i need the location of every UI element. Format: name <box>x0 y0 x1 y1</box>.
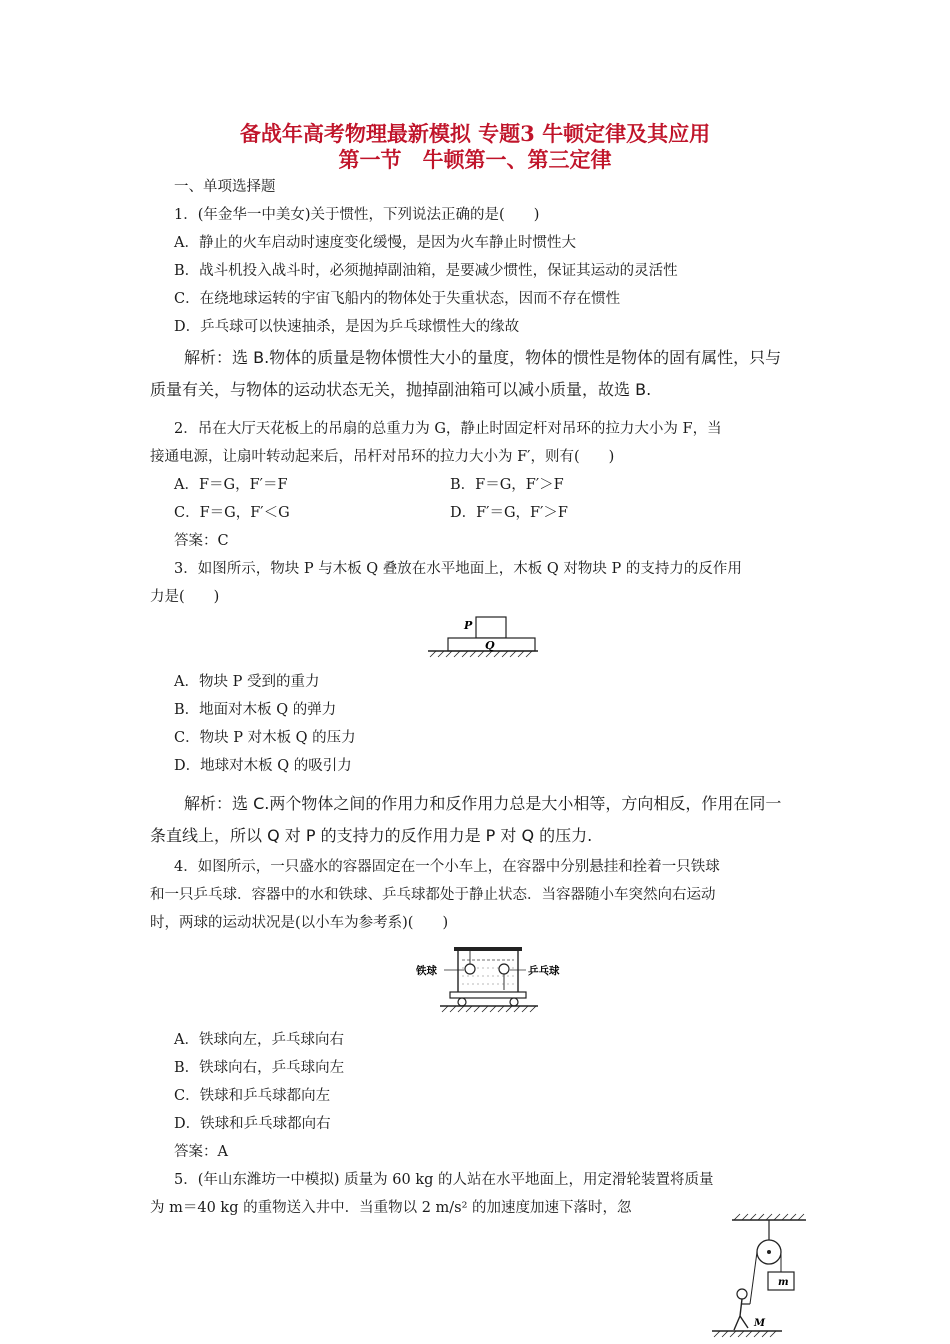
q1-option-b: B．战斗机投入战斗时，必须抛掉副油箱，是要减少惯性，保证其运动的灵活性 <box>174 263 678 279</box>
q5-figure <box>702 1212 812 1340</box>
q1-option-a: A．静止的火车启动时速度变化缓慢，是因为火车静止时惯性大 <box>174 235 576 251</box>
q2-stem-line2: 接通电源，让扇叶转动起来后，吊杆对吊环的拉力大小为 F′，则有( ) <box>150 449 615 465</box>
q4-option-a: A．铁球向左，乒乓球向右 <box>174 1032 344 1048</box>
page-subtitle: 第一节 牛顿第一、第三定律 <box>338 147 612 172</box>
q4-stem-line2: 和一只乒乓球．容器中的水和铁球、乒乓球都处于静止状态．当容器随小车突然向右运动 <box>150 887 716 903</box>
cart-body <box>450 992 526 998</box>
q1-analysis <box>150 342 825 406</box>
q5-stem-line2: 为 m＝40 kg 的重物送入井中．当重物以 2 m/s² 的加速度加速下落时，忽 <box>150 1200 632 1216</box>
q2-stem-line1: 2．吊在大厅天花板上的吊扇的总重力为 G，静止时固定杆对吊环的拉力大小为 F，当 <box>174 421 722 437</box>
q1-analysis-line1: 解析：选 B.物体的质量是物体惯性大小的量度，物体的惯性是物体的固有属性，只与 <box>184 348 782 367</box>
ground-hatching <box>714 1331 776 1337</box>
q4-stem-line1: 4．如图所示，一只盛水的容器固定在一个小车上，在容器中分别悬挂和拴着一只铁球 <box>174 859 720 875</box>
q4-stem-line3: 时，两球的运动状况是(以小车为参考系)( ) <box>150 915 449 931</box>
label-m: m <box>778 1277 789 1288</box>
label-iron-ball: 铁球 <box>416 965 437 977</box>
ping-pong-ball <box>499 964 509 974</box>
q1-option-c: C．在绕地球运转的宇宙飞船内的物体处于失重状态，因而不存在惯性 <box>174 291 621 307</box>
ground-hatching <box>430 651 532 657</box>
person-body <box>740 1299 742 1316</box>
q2-answer: 答案：C <box>174 533 229 549</box>
pulley-axle <box>767 1250 771 1254</box>
q3-analysis-line1: 解析：选 C.两个物体之间的作用力和反作用力总是大小相等，方向相反，作用在同一 <box>184 794 782 813</box>
page-title: 备战年高考物理最新模拟 专题3 牛顿定律及其应用 <box>239 121 711 146</box>
label-q: Q <box>485 639 495 652</box>
q4-option-c: C．铁球和乒乓球都向左 <box>174 1088 331 1104</box>
q3-option-c: C．物块 P 对木板 Q 的压力 <box>174 730 356 746</box>
q1-option-d: D．乒乓球可以快速抽杀，是因为乒乓球惯性大的缘故 <box>174 319 520 335</box>
ground-hatching <box>442 1006 536 1012</box>
ceiling-hatching <box>734 1214 804 1220</box>
q2-option-c: C．F＝G，F′＜G <box>174 505 290 521</box>
q2-option-b: B．F＝G，F′＞F <box>450 477 564 493</box>
q4-option-d: D．铁球和乒乓球都向右 <box>174 1116 331 1132</box>
q4-option-b: B．铁球向右，乒乓球向左 <box>174 1060 345 1076</box>
label-ping-pong-ball: 乒乓球 <box>528 965 560 977</box>
q2-option-a: A．F＝G，F′＝F <box>174 477 288 493</box>
container-lid <box>454 947 522 951</box>
cart-wheel-left <box>458 998 466 1006</box>
label-M: M <box>754 1318 766 1329</box>
q3-option-d: D．地球对木板 Q 的吸引力 <box>174 758 352 774</box>
person-leg-right <box>740 1316 748 1328</box>
q4-figure <box>414 944 574 1020</box>
person-head <box>737 1289 747 1299</box>
q3-option-b: B．地面对木板 Q 的弹力 <box>174 702 337 718</box>
person-leg-left <box>734 1316 740 1330</box>
label-p: P <box>464 619 473 632</box>
q3-stem-line1: 3．如图所示，物块 P 与木板 Q 叠放在水平地面上，木板 Q 对物块 P 的支持力的反作用 <box>174 561 742 577</box>
q4-answer: 答案：A <box>174 1144 228 1160</box>
q3-figure <box>428 612 538 662</box>
q1-stem: 1．(年金华一中美女)关于惯性，下列说法正确的是( ) <box>174 207 540 223</box>
q3-option-a: A．物块 P 受到的重力 <box>174 674 320 690</box>
q3-analysis <box>150 788 825 852</box>
q5-stem-line1: 5．(年山东潍坊一中模拟) 质量为 60 kg 的人站在水平地面上，用定滑轮装置将质量 <box>174 1172 714 1188</box>
iron-ball <box>465 964 475 974</box>
block-p <box>476 617 506 638</box>
cart-wheel-right <box>510 998 518 1006</box>
rope-left <box>750 1252 757 1304</box>
q3-analysis-line2: 条直线上，所以 Q 对 P 的支持力的反作用力是 P 对 Q 的压力. <box>150 826 593 845</box>
q3-stem-line2: 力是( ) <box>150 589 220 605</box>
q2-option-d: D．F′＝G，F′＞F <box>450 505 568 521</box>
q1-analysis-line2: 质量有关，与物体的运动状态无关，抛掉副油箱可以减小质量，故选 B. <box>150 380 652 399</box>
section-heading: 一、单项选择题 <box>174 179 276 195</box>
